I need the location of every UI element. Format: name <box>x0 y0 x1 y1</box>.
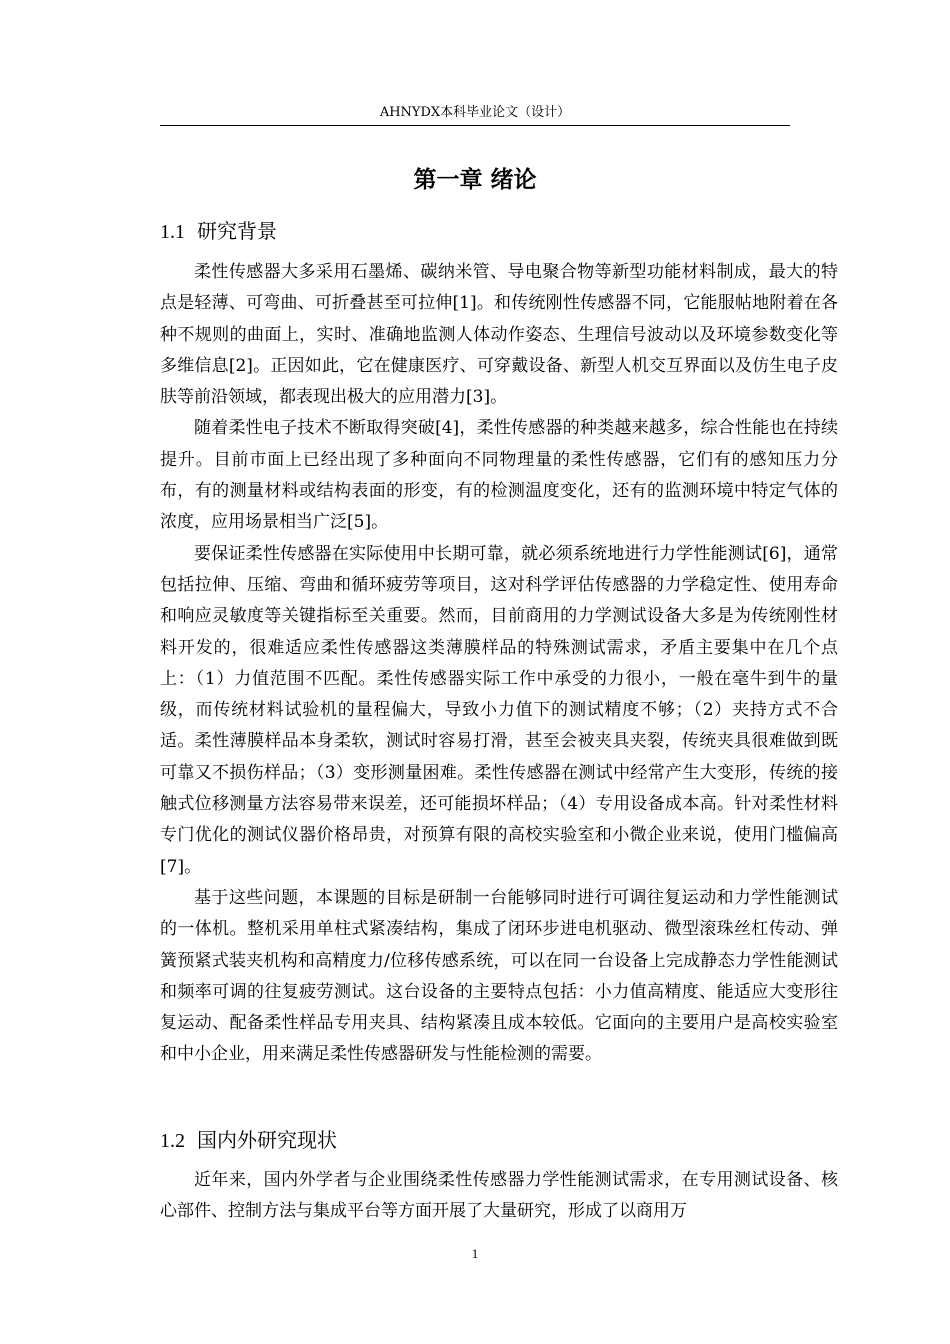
section-1-1-body <box>160 257 838 1071</box>
page-number: 1 <box>471 1246 479 1261</box>
chapter-title: 第一章 绪论 <box>413 167 537 193</box>
paragraph: 基于这些问题，本课题的目标是研制一台能够同时进行可调往复运动和力学性能测试的一体机。整机采用单柱式紧凑结构，集成了闭环步进电机驱动、微型滚珠丝杠传动、弹簧预紧式装夹机构和高精度力/位移传感系统，可以在同一台设备上完成静态力学性能测试和频率可调的往复疲劳测试。这台设备的主要特点包括：小力值高精度、能适应大变形往复运动、配备柔性样品专用夹具、结构紧凑且成本较低。它面向的主要用户是高校实验室和中小企业，用来满足柔性传感器研发与性能检测的需要。 <box>160 887 838 1065</box>
section-number: 1.2 <box>160 1130 185 1152</box>
section-heading-1-1 <box>160 216 790 247</box>
section-1-2-body <box>160 1165 838 1228</box>
paragraph: 近年来，国内外学者与企业围绕柔性传感器力学性能测试需求，在专用测试设备、核心部件、控制方法与集成平台等方面开展了大量研究，形成了以商用万 <box>160 1170 838 1222</box>
header-rule <box>160 125 790 126</box>
section-title: 国内外研究现状 <box>197 1128 337 1152</box>
paragraph: 柔性传感器大多采用石墨烯、碳纳米管、导电聚合物等新型功能材料制成，最大的特点是轻薄、可弯曲、可折叠甚至可拉伸[1]。和传统刚性传感器不同，它能服帖地附着在各种不规则的曲面上，实时、准确地监测人体动作姿态、生理信号波动以及环境参数变化等多维信息[2]。正因如此，它在健康医疗、可穿戴设备、新型人机交互界面以及仿生电子皮肤等前沿领域，都表现出极大的应用潜力[3]。 <box>160 262 838 408</box>
paragraph: 随着柔性电子技术不断取得突破[4]，柔性传感器的种类越来越多，综合性能也在持续提升。目前市面上已经出现了多种面向不同物理量的柔性传感器，它们有的感知压力分布，有的测量材料或结构表面的形变，有的检测温度变化，还有的监测环境中特定气体的浓度，应用场景相当广泛[5]。 <box>160 418 838 533</box>
running-header: AHNYDX本科毕业论文（设计） <box>379 105 571 120</box>
section-heading-1-2 <box>160 1125 790 1156</box>
section-number: 1.1 <box>160 221 185 243</box>
paragraph: 要保证柔性传感器在实际使用中长期可靠，就必须系统地进行力学性能测试[6]，通常包括拉伸、压缩、弯曲和循环疲劳等项目，这对科学评估传感器的力学稳定性、使用寿命和响应灵敏度等关键指标至关重要。然而，目前商用的力学测试设备大多是为传统刚性材料开发的，很难适应柔性传感器这类薄膜样品的特殊测试需求，矛盾主要集中在几个点上：（1）力值范围不匹配。柔性传感器实际工作中承受的力很小，一般在毫牛到牛的量级，而传统材料试验机的量程偏大，导致小力值下的测试精度不够；（2）夹持方式不合适。柔性薄膜样品本身柔软，测试时容易打滑，甚至会被夹具夹裂，传统夹具很难做到既可靠又不损伤样品；（3）变形测量困难。柔性传感器在测试中经常产生大变形，传统的接触式位移测量方法容易带来误差，还可能损坏样品；（4）专用设备成本高。针对柔性材料专门优化的测试仪器价格昂贵，对预算有限的高校实验室和小微企业来说，使用门槛偏高[7]。 <box>160 543 838 877</box>
section-title: 研究背景 <box>197 219 277 243</box>
